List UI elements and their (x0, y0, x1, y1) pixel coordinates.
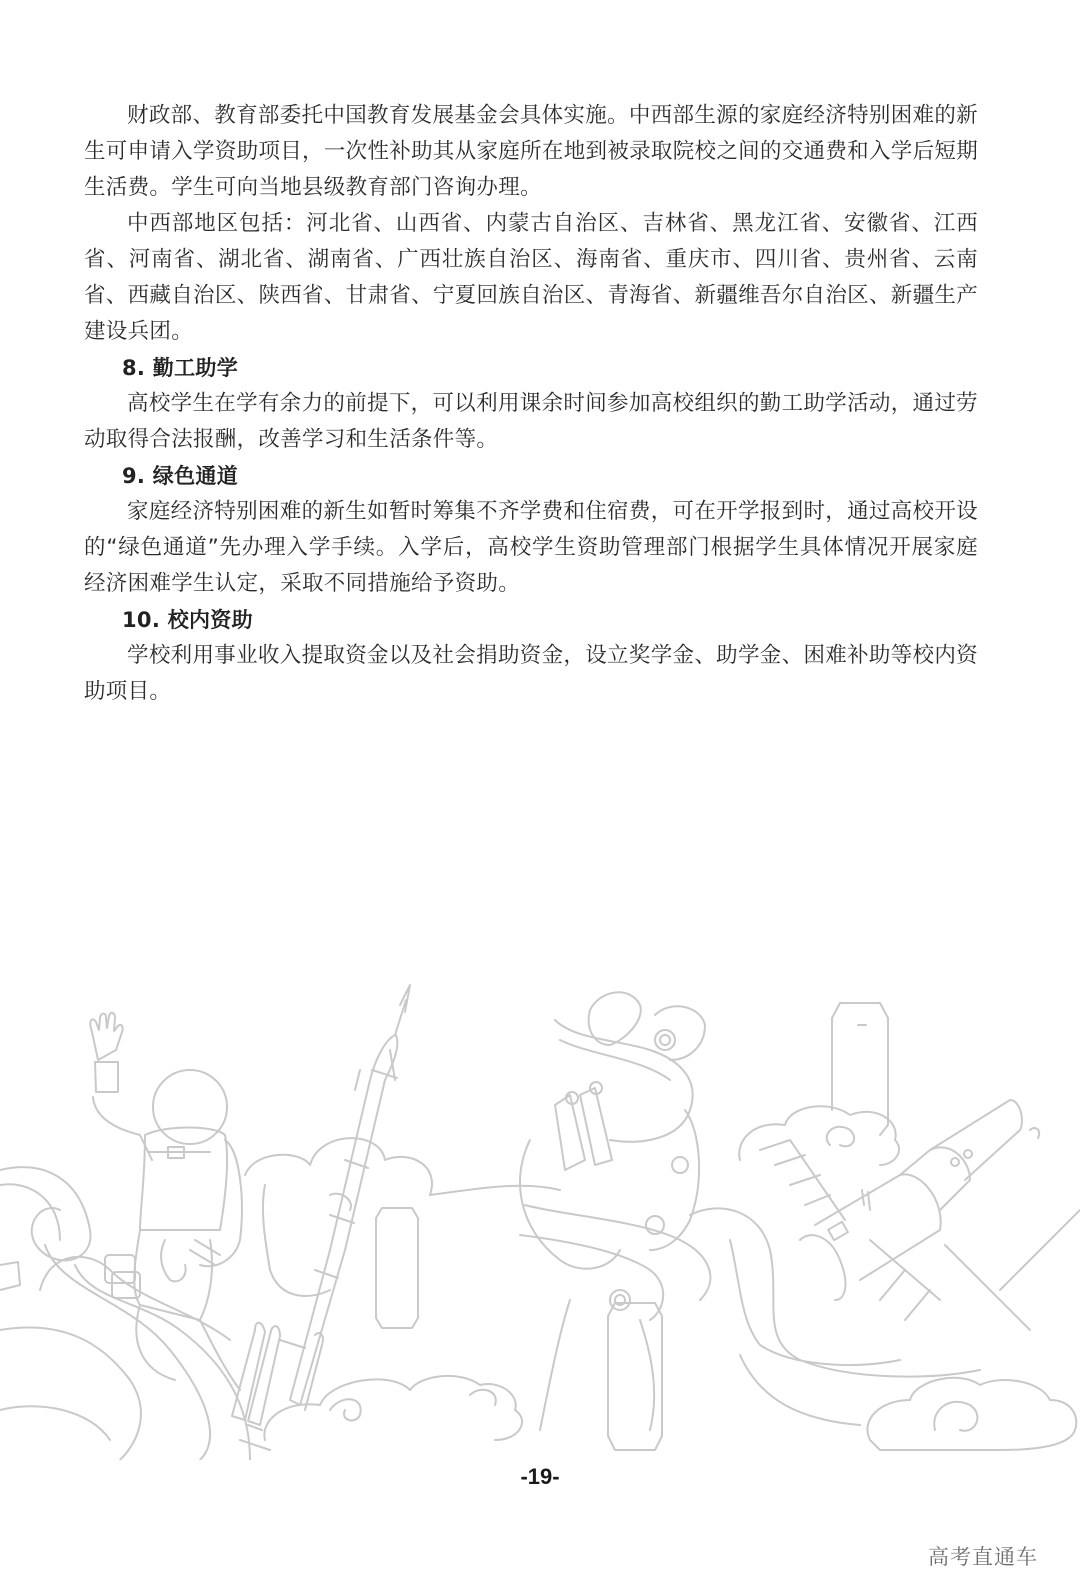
space-line-art-illustration (0, 960, 1080, 1460)
space-station-icon (760, 1100, 1080, 1330)
paragraph-central-western-regions: 中西部地区包括：河北省、山西省、内蒙古自治区、吉林省、黑龙江省、安徽省、江西省、河南省、湖北省、湖南省、广西壮族自治区、海南省、重庆市、四川省、贵州省、云南省、西藏自治区、陕西省、甘肃省、宁夏回族自治区、青海省、新疆维吾尔自治区、新疆生产建设兵团。 (84, 211, 978, 344)
ribbon-wave-icon (690, 1208, 980, 1425)
paragraph-work-study: 高校学生在学有余力的前提下，可以利用课余时间参加高校组织的勤工助学活动，通过劳动取得合法报酬，改善学习和生活条件等。 (84, 391, 978, 452)
paragraph-entrance-funding: 财政部、教育部委托中国教育发展基金会具体实施。中西部生源的家庭经济特别困难的新生可申请入学资助项目，一次性补助其从家庭所在地到被录取院校之间的交通费和入学后短期生活费。学生可向当地县级教育部门咨询办理。 (84, 103, 978, 200)
decorative-box-icon (0, 1262, 20, 1290)
cloud-icon (264, 1376, 522, 1440)
paragraph-green-channel: 家庭经济特别困难的新生如暂时筹集不齐学费和住宿费，可在开学报到时，通过高校开设的“绿色通道”先办理入学手续。入学后，高校学生资助管理部门根据学生具体情况开展家庭经济困难学生认定，采取不同措施给予资助。 (84, 499, 978, 596)
ribbon-wave-icon (0, 1167, 250, 1460)
decorative-plaque-icon (376, 1003, 888, 1450)
paragraph-campus-aid: 学校利用事业收入提取资金以及社会捐助资金，设立奖学金、助学金、困难补助等校内资助项目。 (84, 643, 978, 704)
cloud-icon (245, 1138, 560, 1296)
section-heading-green-channel: 9. 绿色通道 (122, 464, 238, 488)
cloud-icon (739, 1106, 1076, 1450)
watermark-label: 高考直通车 (928, 1545, 1038, 1569)
page-number: -19- (520, 1464, 560, 1489)
section-heading-work-study: 8. 勤工助学 (122, 356, 238, 380)
document-body (84, 98, 978, 710)
robot-hand-icon (520, 992, 710, 1430)
section-heading-campus-aid: 10. 校内资助 (122, 608, 253, 632)
